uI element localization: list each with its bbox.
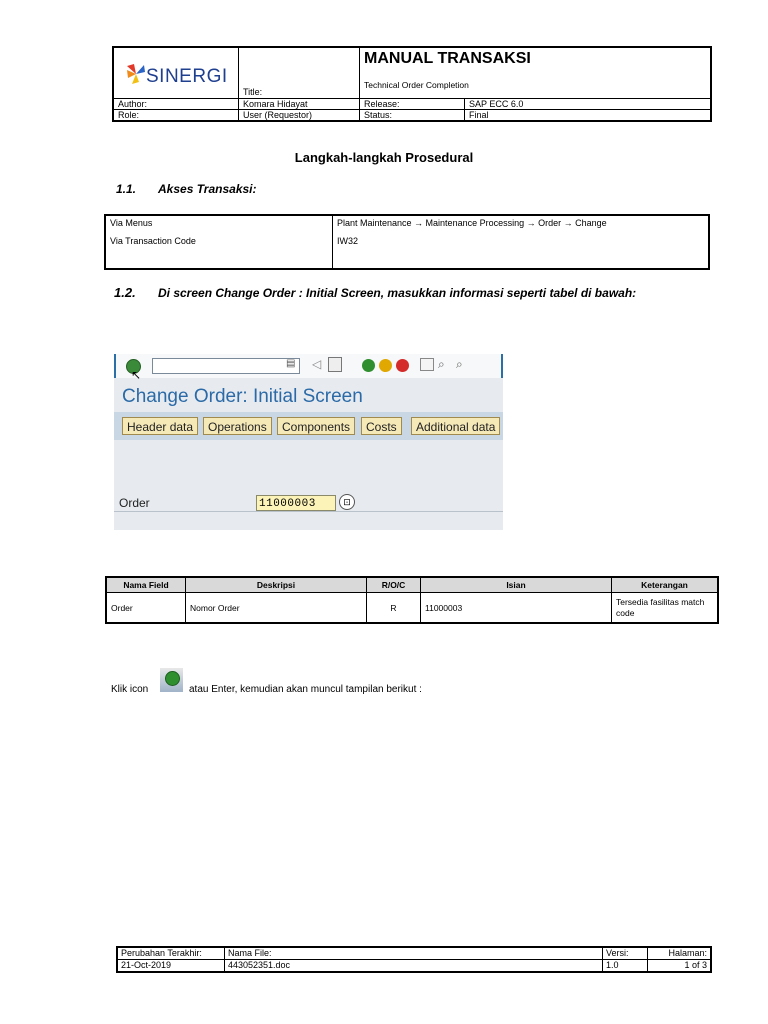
- footer-file-value: 443052351.doc: [225, 960, 603, 973]
- access-table: [104, 214, 710, 270]
- author-value: Komara Hidayat: [239, 99, 360, 110]
- manual-title-cell: [360, 47, 712, 99]
- footer-changed-label: Perubahan Terakhir:: [117, 947, 225, 960]
- status-label: Status:: [360, 110, 465, 122]
- menus-label: Via Menus: [105, 215, 333, 234]
- footer-version-value: 1.0: [603, 960, 648, 973]
- print-icon[interactable]: [420, 358, 434, 371]
- footer-file-label: Nama File:: [225, 947, 603, 960]
- sinergi-logo-icon: [124, 62, 146, 86]
- sap-screenshot: [114, 354, 503, 530]
- enter-check-icon: [160, 668, 183, 692]
- dropdown-icon[interactable]: ▤: [286, 358, 296, 369]
- col-header-keterangan: Keterangan: [612, 577, 719, 593]
- cell-nama-field: Order: [106, 593, 186, 624]
- match-code-icon[interactable]: ⊡: [339, 494, 355, 510]
- manual-title: MANUAL TRANSAKSI: [364, 50, 531, 67]
- col-header-roc: R/O/C: [367, 577, 421, 593]
- components-button[interactable]: Components: [277, 417, 355, 435]
- title-label: Title:: [243, 87, 263, 97]
- author-label: Author:: [113, 99, 239, 110]
- section-1-1-number: 1.1.: [116, 182, 137, 196]
- save-icon[interactable]: [328, 357, 342, 372]
- cell-roc: R: [367, 593, 421, 624]
- section-title: Langkah-langkah Prosedural: [294, 150, 474, 165]
- section-1-2-title: Di screen Change Order : Initial Screen, masukkan informasi seperti tabel di bawah:: [158, 286, 637, 300]
- cell-isian: 11000003: [421, 593, 612, 624]
- cancel-icon[interactable]: [396, 359, 409, 372]
- operations-button[interactable]: Operations: [203, 417, 272, 435]
- klik-before-text: Klik icon: [111, 684, 149, 695]
- section-1-1-title: Akses Transaksi:: [158, 182, 257, 196]
- logo-text: SINERGI: [146, 66, 228, 87]
- order-input[interactable]: 11000003: [256, 495, 336, 511]
- document-header: [112, 46, 712, 122]
- back-arrow-icon[interactable]: ◁: [312, 357, 322, 371]
- command-field[interactable]: [152, 358, 300, 374]
- table-row: [106, 593, 718, 624]
- status-value: Final: [465, 110, 712, 122]
- tcode-value: IW32: [337, 236, 359, 246]
- col-header-isian: Isian: [421, 577, 612, 593]
- sap-application-toolbar: [114, 412, 503, 440]
- release-value: SAP ECC 6.0: [465, 99, 712, 110]
- exit-icon[interactable]: [379, 359, 392, 372]
- role-value: User (Requestor): [239, 110, 360, 122]
- find-icon[interactable]: ⌕: [438, 357, 445, 371]
- sap-toolbar: [114, 354, 503, 382]
- footer-page-label: Halaman:: [648, 947, 712, 960]
- section-1-2-number: 1.2.: [114, 285, 136, 300]
- logo-cell: [113, 47, 239, 99]
- document-footer: [116, 946, 712, 973]
- col-header-nama-field: Nama Field: [106, 577, 186, 593]
- header-data-button[interactable]: Header data: [122, 417, 198, 435]
- role-label: Role:: [113, 110, 239, 122]
- klik-after-text: atau Enter, kemudian akan muncul tampilan berikut :: [189, 684, 422, 695]
- title-label-cell: [239, 47, 360, 99]
- mouse-cursor-icon: ↖: [131, 368, 142, 382]
- order-field-label: Order: [119, 496, 150, 510]
- menus-value: Plant Maintenance → Maintenance Processing → Order → Change: [337, 218, 607, 228]
- additional-data-button[interactable]: Additional data: [411, 417, 500, 435]
- tcode-label: Via Transaction Code: [105, 234, 333, 269]
- fields-table: [105, 576, 719, 624]
- col-header-deskripsi: Deskripsi: [186, 577, 367, 593]
- footer-page-value: 1 of 3: [648, 960, 712, 973]
- costs-button[interactable]: Costs: [361, 417, 402, 435]
- back-icon[interactable]: [362, 359, 375, 372]
- cell-keterangan: Tersedia fasilitas match code: [612, 593, 719, 624]
- sap-screen-title: Change Order: Initial Screen: [122, 386, 363, 407]
- cell-deskripsi: Nomor Order: [186, 593, 367, 624]
- release-label: Release:: [360, 99, 465, 110]
- footer-version-label: Versi:: [603, 947, 648, 960]
- manual-subtitle: Technical Order Completion: [364, 80, 469, 90]
- footer-changed-value: 21-Oct-2019: [117, 960, 225, 973]
- find-next-icon[interactable]: ⌕: [456, 357, 463, 371]
